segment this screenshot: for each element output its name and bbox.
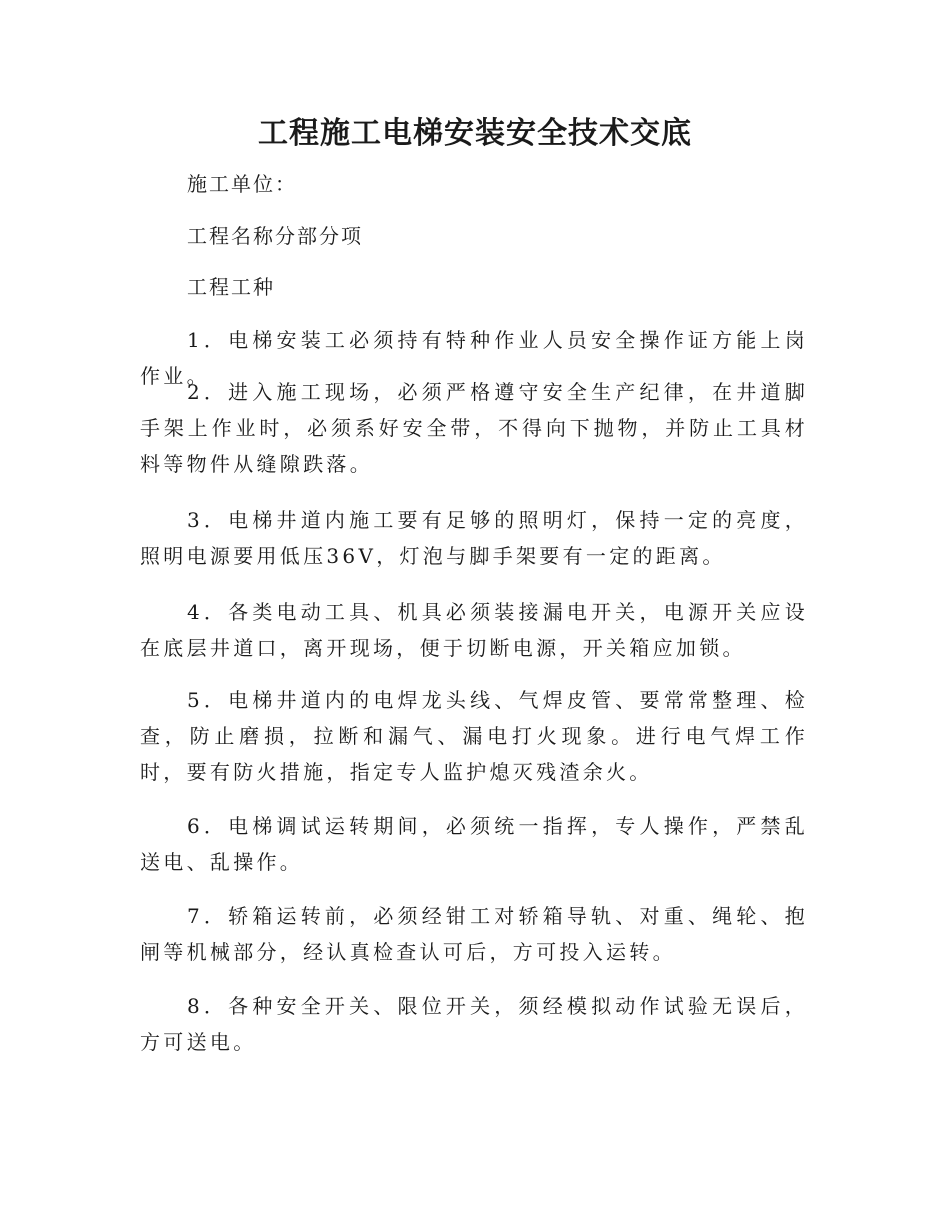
item-6: 6．电梯调试运转期间，必须统一指挥，专人操作，严禁乱送电、乱操作。 bbox=[140, 814, 808, 874]
item-4: 4．各类电动工具、机具必须装接漏电开关，电源开关应设在底层井道口，离开现场，便于切断电源，开关箱应加锁。 bbox=[140, 600, 808, 660]
item-7: 7．轿箱运转前，必须经钳工对轿箱导轨、对重、绳轮、抱闸等机械部分，经认真检查认可后，方可投入运转。 bbox=[140, 904, 808, 964]
item-5: 5．电梯井道内的电焊龙头线、气焊皮管、要常常整理、检查，防止磨损，拉断和漏气、漏电打火现象。进行电气焊工作时，要有防火措施，指定专人监护熄灭残渣余火。 bbox=[140, 688, 808, 784]
project-name-line: 工程名称分部分项 bbox=[187, 224, 363, 248]
item-8: 8．各种安全开关、限位开关，须经模拟动作试验无误后，方可送电。 bbox=[140, 994, 808, 1054]
trade-line: 工程工种 bbox=[187, 275, 275, 299]
item-3: 3．电梯井道内施工要有足够的照明灯，保持一定的亮度，照明电源要用低压36V，灯泡与脚手架要有一定的距离。 bbox=[140, 508, 808, 568]
item-1: 1．电梯安装工必须持有特种作业人员安全操作证方能上岗作业。 bbox=[140, 328, 808, 388]
document-title: 工程施工电梯安装安全技术交底 bbox=[258, 116, 692, 151]
construction-unit-line: 施工单位： bbox=[187, 172, 297, 196]
item-2: 2．进入施工现场，必须严格遵守安全生产纪律，在井道脚手架上作业时，必须系好安全带，不得向下抛物，并防止工具材料等物件从缝隙跌落。 bbox=[140, 380, 808, 476]
